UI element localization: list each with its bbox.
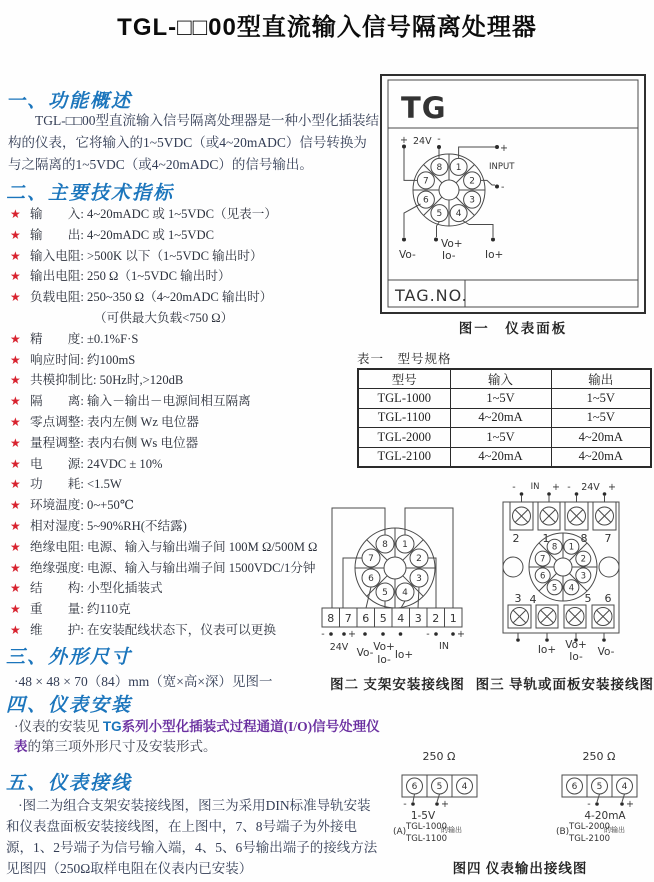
tg-brand-text: TG: [102, 719, 122, 734]
table-row: [358, 447, 651, 467]
fig3-body-outline: [503, 502, 619, 633]
cell-input: 4~20mA: [450, 408, 551, 428]
resistor-label: 250 Ω: [582, 750, 616, 763]
label-in: IN: [439, 641, 449, 652]
spec-text: 相对湿度: 5~90%RH(不结露): [30, 518, 187, 533]
terminal-number: 6: [362, 612, 370, 625]
section-heading-dimensions: 三、外形尺寸: [6, 647, 133, 668]
pin-number: 8: [382, 540, 388, 551]
pin-number: 4: [568, 583, 575, 594]
spec-text: 量程调整: 表内右侧 Ws 电位器: [30, 435, 199, 450]
spec-text: 零点调整: 表内左侧 Wz 电位器: [30, 414, 199, 429]
header-model: 型号: [358, 369, 450, 389]
spec-row: [10, 203, 382, 224]
pin-number: 7: [539, 554, 546, 565]
minus-sign: -: [587, 799, 591, 810]
spec-row: [10, 224, 382, 245]
fig3-top-labels: [512, 482, 616, 502]
terminal-number: 2: [512, 532, 520, 545]
pin-number: 5: [551, 583, 558, 594]
cell-model: TGL-2000: [358, 428, 450, 448]
spec-text: 维 护: 在安装配线状态下，仪表可以更换: [30, 622, 276, 637]
label-vo-minus: Vo-: [597, 646, 615, 658]
star-icon: ★: [10, 622, 21, 637]
terminal-number: 4: [461, 782, 468, 793]
pin-number: 5: [436, 209, 443, 220]
pin-number: 6: [539, 571, 546, 582]
terminal-number: 8: [327, 612, 335, 625]
fig1-tagno-label: TAG.NO.: [395, 286, 468, 305]
spec-row: [10, 265, 382, 286]
fig3-caption: 图三 导轨或面板安装接线图: [475, 677, 654, 692]
label-vo-minus: Vo-: [399, 249, 416, 261]
label-input: INPUT: [489, 162, 515, 172]
spec-text: 绝缘电阻: 电源、输入与输出端子间 100M Ω/500M Ω: [30, 539, 318, 554]
power-minus-sign: -: [437, 134, 441, 145]
spec-text: 共模抑制比: 50Hz时,>120dB: [30, 373, 184, 388]
star-icon: ★: [10, 207, 21, 221]
terminal-number: 6: [571, 782, 578, 793]
terminal-number: 2: [432, 612, 440, 625]
terminal-number: 6: [411, 782, 418, 793]
pin-number: 6: [368, 574, 374, 585]
label-io-minus: Io-: [377, 654, 391, 666]
model-name: TGL-1100: [406, 834, 448, 844]
fig4-caption: 图四 仪表输出接线图: [452, 861, 588, 876]
label-vo-plus: Vo+: [565, 639, 587, 651]
mounting-hole: [503, 557, 523, 577]
fig4-block-a: [393, 750, 477, 844]
spec-text: 环境温度: 0~+50℃: [30, 498, 134, 513]
label-24v: 24V: [329, 642, 349, 653]
label-24v: 24V: [581, 482, 600, 493]
cell-output: 4~20mA: [551, 428, 651, 448]
minus-sign: -: [512, 482, 516, 493]
fig1-panel-diagram: [379, 74, 647, 314]
fig1-brand-text: TG: [401, 91, 447, 125]
spec-text: 精 度: ±0.1%F·S: [30, 331, 139, 346]
pin-number: 7: [368, 554, 374, 565]
spec-row: [10, 473, 382, 494]
terminal-number: 5: [436, 782, 443, 793]
fig4-output-wiring-diagram: [385, 742, 650, 850]
star-icon: ★: [10, 394, 21, 409]
pin-number: 3: [416, 574, 422, 585]
block-tag: (B): [556, 827, 570, 837]
table-header-row: [358, 369, 651, 389]
star-icon: ★: [10, 227, 21, 242]
plus-sign: +: [441, 799, 449, 810]
star-icon: ★: [10, 248, 21, 263]
label-io-plus: Io+: [537, 644, 557, 656]
spec-text: 电 源: 24VDC ± 10%: [30, 456, 163, 471]
page-title: TGL-□□00型直流输入信号隔离处理器: [117, 14, 537, 41]
spec-row: [10, 286, 382, 307]
minus-sign: -: [567, 482, 571, 493]
pin-number: 1: [568, 542, 575, 553]
spec-text: 输入电阻: >500K 以下（1~5VDC 输出时）: [30, 248, 263, 263]
section-heading-wiring: 五、仪表接线: [6, 773, 133, 794]
minus-sign: -: [403, 799, 407, 810]
star-icon: ★: [10, 602, 21, 617]
installation-text-suffix: 的第三项外形尺寸及安装形式。: [27, 739, 217, 754]
fig1-socket: [413, 154, 485, 226]
terminal-number: 5: [584, 592, 592, 605]
label-io-minus: Io-: [442, 250, 456, 262]
star-icon: ★: [10, 498, 21, 513]
terminal-number: 5: [596, 782, 603, 793]
fig2-fig3-captions: [330, 673, 654, 693]
pin-number: 2: [580, 554, 587, 565]
label-in: IN: [530, 482, 540, 492]
spec-text: 输出电阻: 250 Ω（1~5VDC 输出时）: [30, 269, 231, 284]
cell-output: 1~5V: [551, 389, 651, 409]
terminal-number: 7: [604, 532, 612, 545]
fig3-socket: [529, 533, 597, 601]
cell-model: TGL-2100: [358, 447, 450, 467]
input-minus-sign: -: [501, 182, 505, 193]
terminal-number: 4: [529, 593, 537, 606]
input-plus-sign: +: [500, 143, 508, 154]
fig3-bottom-screws: [508, 592, 615, 663]
star-icon: ★: [10, 269, 21, 284]
pin-number: 2: [469, 176, 475, 187]
dimensions-text: ·48 × 48 × 70（84）mm（宽×高×深）见图一: [14, 674, 273, 689]
section-heading-overview: 一、功能概述: [6, 91, 133, 112]
section-heading-specs: 二、主要技术指标: [6, 183, 175, 204]
plus-sign: +: [552, 482, 560, 493]
pin-number: 5: [382, 588, 388, 599]
header-input: 输入: [450, 369, 551, 389]
table-row: [358, 428, 651, 448]
model-name: TGL-1000: [406, 822, 448, 832]
spec-text: 重 量: 约110克: [30, 602, 131, 617]
spec-row: [10, 390, 382, 411]
spec-row: [10, 245, 382, 266]
terminal-number: 4: [621, 782, 628, 793]
terminal-number: 1: [542, 532, 550, 545]
mounting-hole: [599, 557, 619, 577]
pin-number: 3: [469, 195, 475, 206]
plus-sign: +: [608, 482, 616, 493]
spec-text: 功 耗: <1.5W: [30, 477, 122, 492]
plus-sign: +: [457, 629, 465, 640]
wiring-paragraph: ·图二为组合支架安装接线图，图三为采用DIN标准导轨安装和仪表盘面板安装接线图，在上图中，7、8号端子为外接电源，1、2号端子为信号输入端，4、5、6号输出端子的接线方法见图四（250Ω取样电阻在仪表内已安装）: [6, 798, 378, 876]
terminal-number: 7: [344, 612, 352, 625]
model-table: [357, 368, 652, 468]
spec-text: 结 构: 小型化插装式: [30, 581, 163, 596]
fig1-caption: 图一 仪表面板: [458, 321, 568, 336]
spec-row: [10, 432, 382, 453]
pin-number: 4: [455, 209, 462, 220]
pin-number: 8: [436, 163, 443, 173]
spec-text: 输 入: 4~20mADC 或 1~5VDC（见表一）: [30, 207, 277, 221]
plus-sign: +: [626, 799, 634, 810]
label-vo-plus: Vo+: [373, 641, 395, 653]
plus-sign: +: [348, 629, 356, 640]
table-row: [358, 408, 651, 428]
spec-text: 响应时间: 约100mS: [30, 352, 136, 367]
spec-row: [10, 411, 382, 432]
terminal-number: 1: [449, 612, 457, 625]
fig4-block-b: [556, 750, 637, 844]
fig2-caption: 图二 支架安装接线图: [330, 677, 465, 692]
minus-sign: -: [426, 629, 430, 640]
terminal-number: 3: [514, 592, 522, 605]
fig2-socket: [355, 528, 435, 608]
fig2-wiring: [332, 508, 453, 608]
fig2-terminal-strip: [322, 608, 462, 627]
star-icon: ★: [10, 373, 21, 388]
star-icon: ★: [10, 581, 21, 596]
star-icon: ★: [10, 456, 21, 471]
label-vo-plus: Vo+: [441, 238, 463, 250]
power-plus-sign: +: [400, 135, 408, 146]
pin-number: 7: [423, 176, 429, 187]
star-icon: ★: [10, 331, 21, 346]
spec-text: 负载电阻: 250~350 Ω（4~20mADC 输出时）: [30, 290, 273, 305]
cell-output: 1~5V: [551, 408, 651, 428]
spec-row: [10, 369, 382, 390]
table-row: [358, 389, 651, 409]
cell-input: 1~5V: [450, 428, 551, 448]
spec-text: （可供最大负载<750 Ω）: [94, 310, 234, 325]
terminal-number: 3: [414, 612, 422, 625]
label-24v: 24V: [413, 136, 432, 147]
pin-number: 2: [416, 554, 422, 565]
label-io-plus: Io+: [394, 649, 414, 661]
spec-row: [10, 349, 382, 370]
label-vo-minus: Vo-: [356, 647, 374, 659]
label-io-plus: Io+: [485, 249, 504, 261]
output-suffix: 的输出: [441, 826, 462, 834]
overview-paragraph: TGL-□□00型直流输入信号隔离处理器是一种小型化插装结构的仪表，它将输入的1~5VDC（或4~20mADC）信号转换为与之隔离的1~5VDC（或4~20mADC）的信号输出。: [8, 113, 380, 172]
terminal-number: 6: [604, 592, 612, 605]
spec-text: 输 出: 4~20mADC 或 1~5VDC: [30, 227, 214, 242]
pin-number: 3: [580, 571, 587, 582]
header-output: 输出: [551, 369, 651, 389]
star-icon: ★: [10, 518, 21, 533]
spec-row: [10, 328, 382, 349]
output-range-label: 4-20mA: [584, 810, 626, 822]
fig2-bracket-wiring-diagram: [320, 498, 470, 670]
section-heading-installation: 四、仪表安装: [6, 695, 133, 716]
fig2-bottom-labels: [321, 629, 465, 666]
output-suffix: 的输出: [604, 826, 625, 834]
star-icon: ★: [10, 435, 21, 450]
star-icon: ★: [10, 352, 21, 367]
star-icon: ★: [10, 290, 21, 305]
block-tag: (A): [393, 827, 407, 837]
model-name: TGL-2000: [569, 822, 611, 832]
pin-number: 4: [402, 588, 408, 599]
cell-input: 4~20mA: [450, 447, 551, 467]
pin-number: 6: [423, 195, 429, 206]
star-icon: ★: [10, 560, 21, 575]
model-name: TGL-2100: [569, 834, 611, 844]
star-icon: ★: [10, 414, 21, 429]
fig3-rail-wiring-diagram: [498, 480, 654, 670]
pin-number: 1: [455, 163, 462, 173]
spec-row-note: [10, 307, 382, 328]
spec-text: 隔 离: 输入－输出－电源间相互隔离: [30, 394, 251, 409]
terminal-number: 8: [580, 532, 588, 545]
output-range-label: 1-5V: [410, 810, 436, 822]
spec-row: [10, 453, 382, 474]
resistor-label: 250 Ω: [422, 750, 456, 763]
terminal-number: 4: [397, 612, 405, 625]
pin-number: 1: [402, 540, 408, 551]
star-icon: ★: [10, 477, 21, 492]
installation-text-prefix: ·仪表的安装见: [14, 719, 103, 734]
cell-model: TGL-1000: [358, 389, 450, 409]
tg-series-reference: 系列小型化插装式过程通道(I/O)信号处理仪表: [14, 719, 380, 754]
minus-sign: -: [321, 629, 325, 640]
spec-text: 绝缘强度: 电源、输入与输出端子间 1500VDC/1分钟: [30, 560, 316, 575]
installation-paragraph: [14, 717, 380, 757]
cell-model: TGL-1100: [358, 408, 450, 428]
terminal-number: 5: [379, 612, 387, 625]
cell-output: 4~20mA: [551, 447, 651, 467]
star-icon: ★: [10, 539, 21, 554]
table-caption: 表一 型号规格: [357, 352, 452, 366]
pin-number: 8: [551, 542, 558, 553]
cell-input: 1~5V: [450, 389, 551, 409]
label-io-minus: Io-: [569, 651, 583, 663]
